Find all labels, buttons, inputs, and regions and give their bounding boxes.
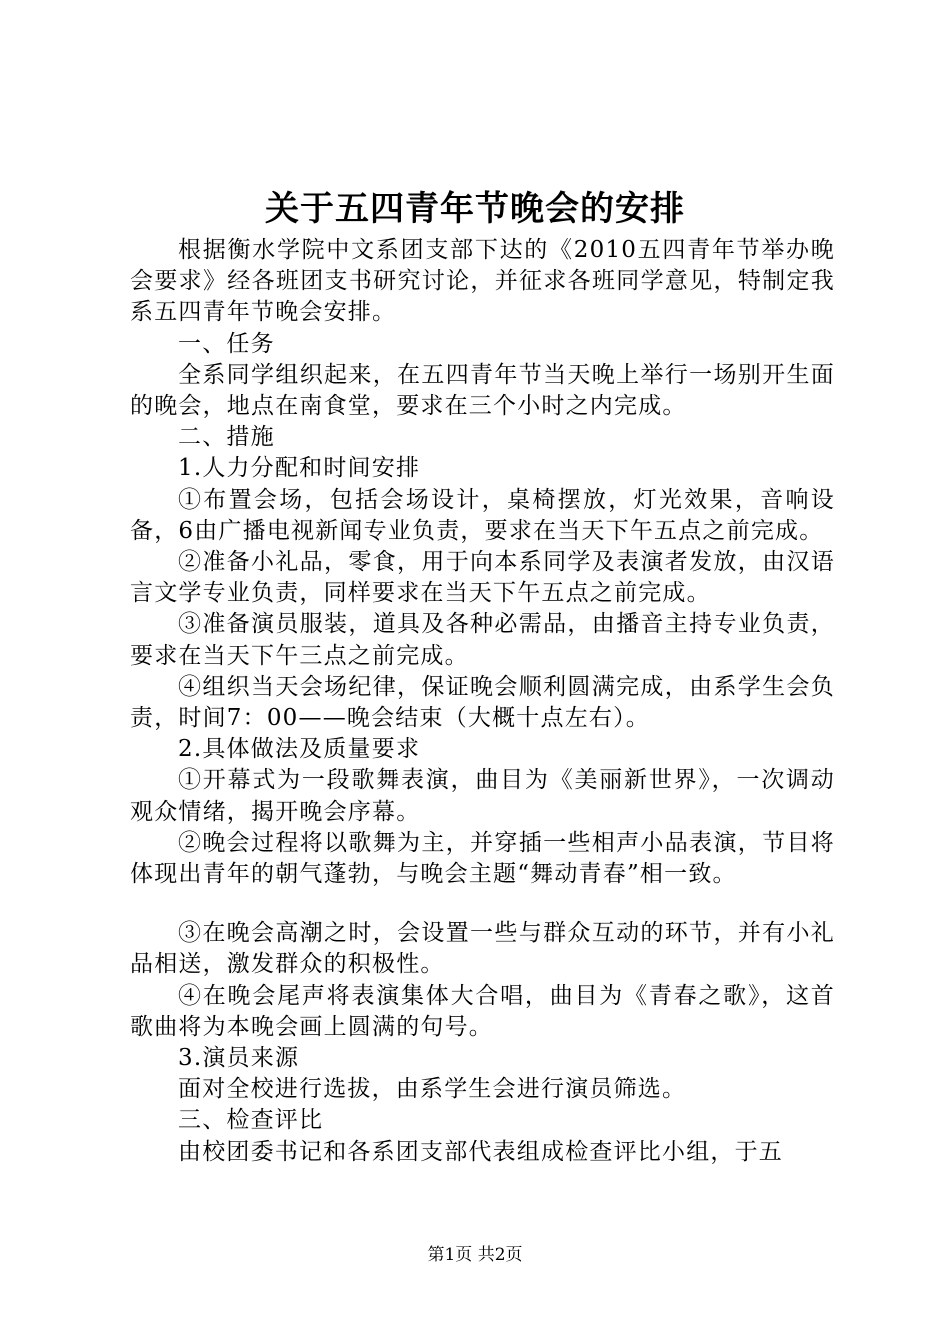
task-paragraph: 全系同学组织起来，在五四青年节当天晚上举行一场别开生面的晚会，地点在南食堂，要求在三个小时之内完成。 [130, 361, 835, 420]
section-heading-task: 一、任务 [178, 330, 275, 357]
inspection-paragraph: 由校团委书记和各系团支部代表组成检查评比小组，于五 [178, 1138, 783, 1165]
blank-line [130, 890, 835, 918]
document-title: 关于五四青年节晚会的安排 [265, 189, 685, 229]
list-item: ③准备演员服装，道具及各种必需品，由播音主持专业负责，要求在当天下午三点之前完成。 [130, 611, 835, 669]
subheading-staffing: 1.人力分配和时间安排 [178, 455, 421, 482]
subheading-practice: 2.具体做法及质量要求 [178, 736, 421, 763]
document-body [130, 235, 835, 1168]
list-item: ②准备小礼品，零食，用于向本系同学及表演者发放，由汉语言文学专业负责，同样要求在当天下午五点之前完成。 [130, 549, 835, 607]
list-item: ①开幕式为一段歌舞表演，曲目为《美丽新世界》，一次调动观众情绪，揭开晚会序幕。 [130, 767, 835, 825]
subheading-performers: 3.演员来源 [178, 1045, 300, 1072]
intro-paragraph: 根据衡水学院中文系团支部下达的《2010五四青年节举办晚会要求》经各班团支书研究讨论，并征求各班同学意见，特制定我系五四青年节晚会安排。 [130, 237, 835, 326]
page-footer: 第1页 共2页 [427, 1245, 523, 1265]
list-item: ④在晚会尾声将表演集体大合唱，曲目为《青春之歌》，这首歌曲将为本晚会画上圆满的句号。 [130, 982, 835, 1040]
section-heading-inspection: 三、检查评比 [178, 1107, 324, 1134]
list-item: ②晚会过程将以歌舞为主，并穿插一些相声小品表演，节目将体现出青年的朝气蓬勃，与晚会主题“舞动青春”相一致。 [130, 829, 835, 888]
section-heading-measures: 二、措施 [178, 424, 275, 451]
list-item: ①布置会场，包括会场设计，桌椅摆放，灯光效果，音响设备，6由广播电视新闻专业负责，要求在当天下午五点之前完成。 [130, 486, 835, 544]
list-item: ③在晚会高潮之时，会设置一些与群众互动的环节，并有小礼品相送，激发群众的积极性。 [130, 920, 835, 978]
performers-paragraph: 面对全校进行选拔，由系学生会进行演员筛选。 [178, 1076, 687, 1103]
list-item: ④组织当天会场纪律，保证晚会顺利圆满完成，由系学生会负责，时间7：00——晚会结束（大概十点左右）。 [130, 673, 835, 732]
